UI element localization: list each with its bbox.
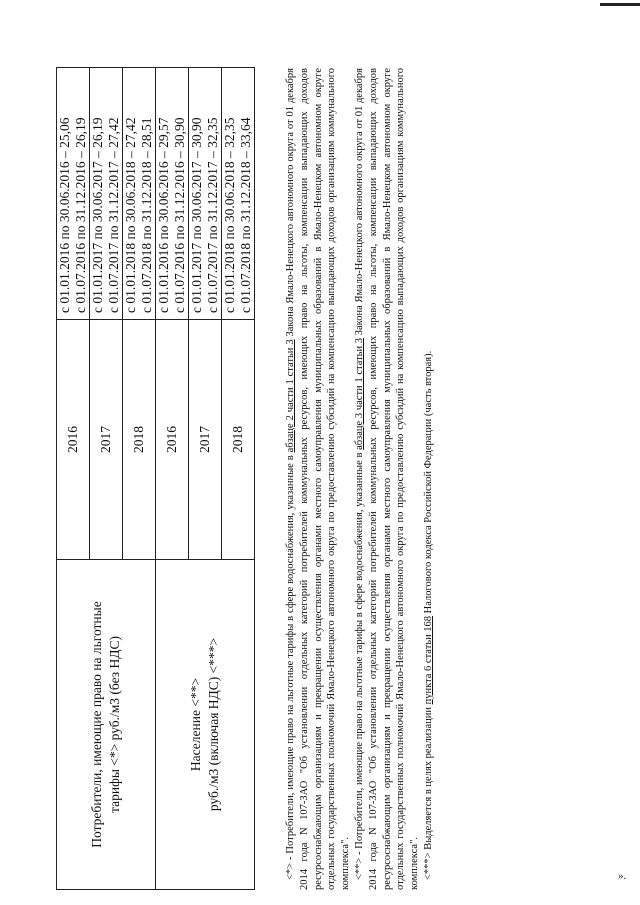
closing-quote-mark: ». [618, 870, 627, 882]
tariff-period: с 01.07.2018 по 31.12.2018 – 33,64 [238, 117, 253, 313]
footnote-text: <***> Выделяется в целях реализации [422, 704, 434, 880]
table-row [156, 68, 189, 890]
table-row [57, 68, 90, 890]
law-reference-link[interactable]: абзаце 2 части 1 статьи 3 [285, 339, 296, 453]
year-cell: 2017 [90, 320, 123, 560]
rotated-page [22, 10, 627, 890]
footnote-text: Закона Ямало-Ненецкого автономного округа от 01 декабря 2014 года N 107-ЗАО "Об установлении отдельных категорий потребителей коммунальных ресурсов, имеющих право на льготы, компенсации выпадающих доходов ресурсоснабжающим организациям и прекращении осуществления органами местного самоуправления муниципальных образований в Ямало-Ненецком автономном округе отдельных государственных полномочий Ямало-Ненецкого автономного округа по предоставлению субсидий на компенсацию выпадающих доходов организациям коммунального комплекса". [285, 68, 352, 890]
consumer-group-label: руб./м3 (включая НДС) <***> [206, 637, 221, 812]
tariff-period-cell [222, 68, 255, 320]
footnote [353, 68, 422, 890]
tariff-table [56, 67, 255, 890]
tariff-period: с 01.07.2018 по 31.12.2018 – 28,51 [139, 117, 154, 313]
footnote [284, 68, 353, 890]
footnote-text: Налогового кодекса Российской Федерации (часть вторая). [422, 350, 434, 616]
footnote-text: <*> - Потребители, имеющие право на льготные тарифы в сфере водоснабжения, указанные в [285, 452, 296, 880]
tariff-period: с 01.01.2018 по 30.06.2018 – 32,35 [222, 117, 237, 313]
footnote-text: <**> - Потребители, имеющие право на льготные тарифы в сфере водоснабжения, указанные в [353, 449, 365, 880]
scan-edge-mark [600, 3, 640, 6]
footnote [422, 68, 436, 890]
tariff-period-cell [123, 68, 156, 320]
tariff-period: с 01.01.2016 по 30.06.2016 – 25,06 [57, 117, 72, 313]
tariff-period: с 01.01.2016 по 30.06.2016 – 29,57 [156, 117, 171, 313]
tariff-period-cell [189, 68, 222, 320]
year-cell: 2017 [189, 320, 222, 560]
tariff-period: с 01.01.2018 по 30.06.2018 – 27,42 [123, 117, 138, 313]
tariff-period: с 01.01.2017 по 30.06.2017 – 30,90 [189, 117, 204, 313]
year-cell: 2016 [156, 320, 189, 560]
tariff-period: с 01.01.2017 по 30.06.2017 – 26,19 [90, 117, 105, 313]
consumer-group-label: Население <**> [187, 677, 203, 772]
year-cell: 2018 [222, 320, 255, 560]
consumer-group-label: тарифы <*> руб./м3 (без НДС) [107, 636, 122, 813]
year-cell: 2016 [57, 320, 90, 560]
tariff-period-cell [156, 68, 189, 320]
tariff-period: с 01.07.2017 по 31.12.2017 – 27,42 [106, 117, 121, 313]
tariff-period-cell [57, 68, 90, 320]
law-reference-link[interactable]: пункта 6 статьи 168 [422, 615, 434, 705]
tariff-period: с 01.07.2016 по 31.12.2016 – 30,90 [172, 117, 187, 313]
consumer-group-cell [57, 560, 156, 890]
tariff-period: с 01.07.2017 по 31.12.2017 – 32,35 [205, 117, 220, 313]
footnote-text: Закона Ямало-Ненецкого автономного округа от 01 декабря 2014 года N 107-ЗАО "Об установлении отдельных категорий потребителей коммунальных ресурсов, имеющих право на льготы, компенсации выпадающих доходов ресурсоснабжающим организациям и прекращении осуществления органами местного самоуправления муниципальных образований в Ямало-Ненецком автономном округе отдельных государственных полномочий Ямало-Ненецкого автономного округа по предоставлению субсидий на компенсацию выпадающих доходов организациям коммунального комплекса". [353, 68, 421, 890]
year-cell: 2018 [123, 320, 156, 560]
consumer-group-label: Потребители, имеющие право на льготные [88, 601, 104, 848]
footnotes [284, 68, 436, 890]
consumer-group-cell [156, 560, 255, 890]
tariff-period: с 01.07.2016 по 31.12.2016 – 26,19 [73, 117, 88, 313]
law-reference-link[interactable]: абзаце 3 части 1 статьи 3 [353, 337, 365, 450]
tariff-period-cell [90, 68, 123, 320]
